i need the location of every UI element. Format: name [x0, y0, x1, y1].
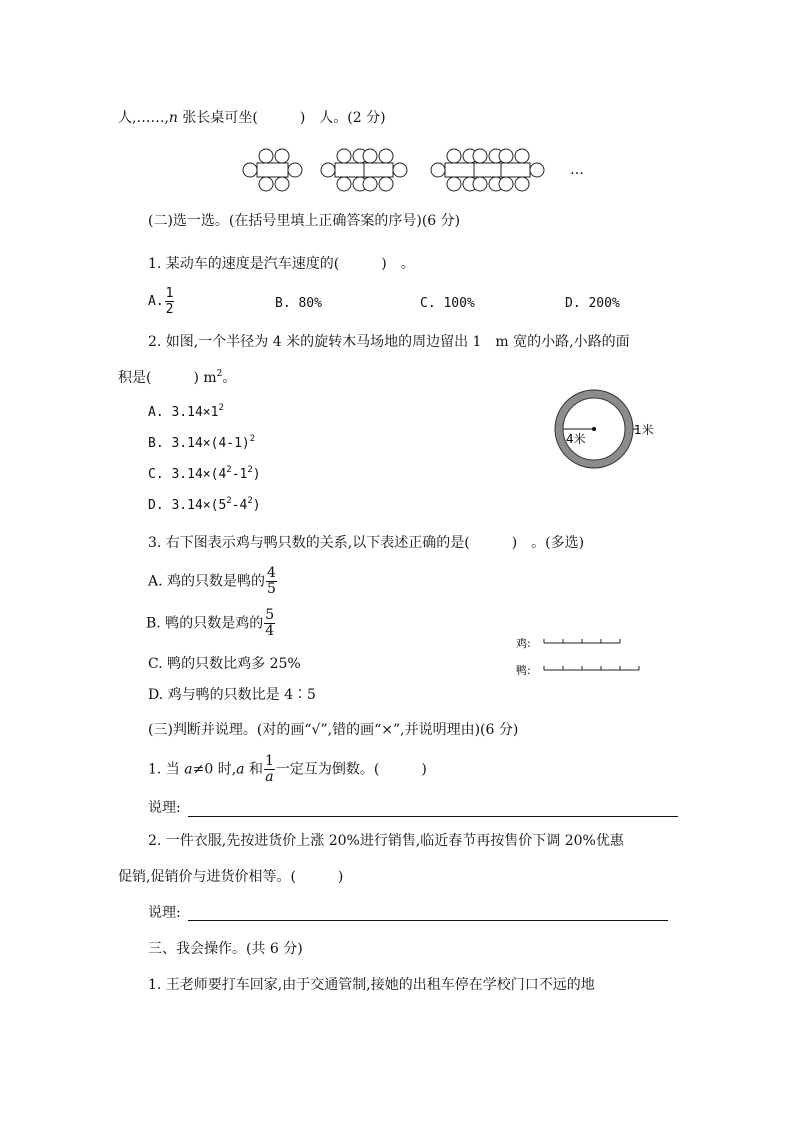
option-text: C. 3.14×(4 [148, 467, 227, 482]
chair-circle [259, 177, 273, 191]
chair-circle [393, 163, 407, 177]
chair-circle [275, 177, 289, 191]
chair-circle [363, 177, 377, 191]
judge-q2-line1: 2. 一件衣服,先按进货价上涨 20%进行销售,临近春节再按售价下调 20%优惠 [148, 833, 624, 849]
chair-circle [515, 177, 529, 191]
tables-illustration [0, 0, 794, 200]
top-line-text-a: 人,……, [118, 110, 169, 126]
tables-ellipsis: … [570, 162, 584, 178]
q3-stem: 3. 右下图表示鸡与鸭只数的关系,以下表述正确的是( ) 。(多选) [148, 535, 585, 551]
chair-circle [431, 163, 445, 177]
fraction-denominator: 5 [267, 581, 276, 597]
option-text: ) [252, 467, 261, 482]
explain-line-1[interactable] [188, 815, 678, 817]
q1-stem: 1. 某动车的速度是汽车速度的( ) 。 [148, 256, 415, 272]
fraction-one-over-a [264, 754, 275, 785]
chair-circle [275, 149, 289, 163]
option-text: -1 [231, 467, 248, 482]
option-text: A. 3.14×1 [148, 405, 219, 420]
chair-circle [473, 177, 487, 191]
chair-circle [337, 149, 351, 163]
option-text: B. 3.14×(4-1) [148, 436, 250, 451]
q1-option-b: B. 80% [275, 296, 322, 311]
judge-q1-pre: 1. 当 [148, 761, 185, 778]
judge-q2-line2: 促销,促销价与进货价相等。( ) [118, 869, 344, 885]
fraction-five-fourths [264, 608, 275, 639]
chair-circle [288, 163, 302, 177]
chair-circle [243, 163, 257, 177]
superscript: 2 [247, 465, 253, 475]
q2-option-a [148, 405, 224, 420]
fraction-numerator: 5 [265, 607, 275, 623]
option-a-prefix: A. [148, 294, 164, 309]
variable-a: a [236, 761, 245, 778]
q3-option-a-text: A. 鸡的只数是鸭的 [148, 573, 266, 590]
q2-stem-line2-end: 。 [222, 370, 237, 386]
superscript: 2 [226, 496, 232, 506]
q2-option-b [148, 436, 255, 451]
superscript: 2 [226, 465, 232, 475]
section-judge-heading: (三)判断并说理。(对的画“√”,错的画“×”,并说明理由)(6 分) [148, 722, 519, 738]
superscript: 2 [216, 369, 223, 379]
q3-option-c: C. 鸭的只数比鸡多 25% [148, 656, 301, 672]
variable-a: a [184, 761, 193, 778]
chair-circle [337, 177, 351, 191]
chair-circle [530, 163, 544, 177]
option-text: ) [252, 498, 261, 513]
center-dot [592, 427, 596, 431]
chair-circle [259, 149, 273, 163]
q1-option-d: D. 200% [565, 296, 620, 311]
option-text: D. 3.14×(5 [148, 498, 227, 513]
chair-circle [499, 177, 513, 191]
fraction-denominator: 4 [265, 623, 275, 639]
chair-circle [379, 177, 393, 191]
operate-q1: 1. 王老师要打车回家,由于交通管制,接她的出租车停在学校门口不远的地 [148, 977, 595, 993]
q2-stem-line2-text: 积是( ) m [118, 370, 217, 386]
q3-option-d: D. 鸡与鸭的只数比是 4∶5 [148, 687, 316, 703]
option-text: -4 [231, 498, 248, 513]
fraction-numerator: 1 [165, 286, 174, 301]
chair-circle [447, 177, 461, 191]
chair-circle [379, 149, 393, 163]
top-line-text-b: 张长桌可坐( ) 人。(2 分) [177, 110, 386, 126]
superscript: 2 [218, 403, 224, 413]
chair-circle [321, 163, 335, 177]
q3-option-b-text: B. 鸭的只数是鸡的 [146, 615, 264, 632]
radius-label: 4米 [566, 432, 586, 446]
superscript: 2 [247, 496, 253, 506]
section-operate-heading: 三、我会操作。(共 6 分) [148, 941, 303, 957]
chair-circle [515, 149, 529, 163]
table-rect [257, 163, 288, 177]
chair-circle [473, 149, 487, 163]
superscript: 2 [249, 434, 256, 444]
chair-circle [363, 149, 377, 163]
fraction-one-half [165, 286, 175, 317]
chicken-label: 鸡: [516, 637, 531, 650]
fraction-denominator: a [265, 769, 274, 785]
q1-option-a [148, 286, 175, 317]
chair-circle [447, 149, 461, 163]
q3-option-b [146, 608, 276, 639]
chair-circle [499, 149, 513, 163]
ring-figure [550, 385, 660, 470]
judge-q1 [148, 754, 427, 785]
q2-option-d [148, 498, 261, 513]
table-rect [445, 163, 530, 177]
explain-label-2: 说理: [148, 905, 181, 921]
explain-line-2[interactable] [188, 919, 668, 921]
q2-option-c [148, 467, 261, 482]
duck-label: 鸭: [516, 664, 531, 677]
q3-option-a [148, 566, 278, 597]
path-label: 1米 [634, 423, 654, 437]
judge-q1-mid: ≠0 时, [192, 761, 237, 778]
variable-n: n [168, 110, 178, 126]
fraction-four-fifths [266, 566, 277, 597]
judge-q1-post: 一定互为倒数。( ) [275, 761, 427, 778]
section-two-heading: (二)选一选。(在括号里填上正确答案的序号)(6 分) [148, 213, 461, 229]
q2-stem-line2 [118, 368, 236, 390]
fraction-numerator: 1 [264, 753, 274, 769]
fraction-numerator: 4 [267, 565, 276, 581]
q1-option-c: C. 100% [420, 296, 475, 311]
fraction-denominator: 2 [165, 302, 174, 317]
judge-q1-and: 和 [244, 761, 263, 778]
explain-label-1: 说理: [148, 800, 181, 816]
q2-stem-line1: 2. 如图,一个半径为 4 米的旋转木马场地的周边留出 1 m 宽的小路,小路的面 [148, 334, 630, 350]
chicken-duck-diagram [508, 628, 643, 680]
